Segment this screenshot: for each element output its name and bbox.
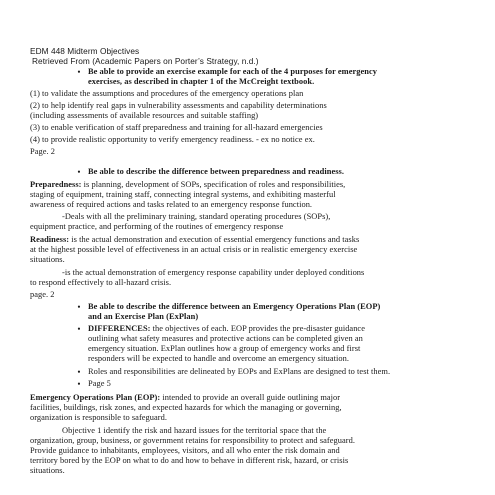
eop-line: facilities, buildings, risk zones, and expected hazards for which the managing or governing,	[30, 403, 342, 412]
readiness-text: is the actual demonstration and execution of essential emergency functions and tasks	[69, 235, 360, 244]
objective-2-heading: Be able to describe the difference between preparedness and readiness.	[88, 167, 344, 176]
page-reference: page. 2	[30, 290, 55, 299]
document-title: EDM 448 Midterm Objectives	[30, 46, 140, 56]
eop-line: organization, group, business, or government retains for responsibility to protect and safeguard.	[30, 436, 355, 445]
objective-1-heading-line-2: exercises, as described in chapter 1 of the McCreight textbook.	[88, 77, 315, 86]
bullet-icon: •	[77, 167, 81, 177]
purpose-item: (3) to enable verification of staff preparedness and training for all-hazard emergencies	[30, 123, 323, 132]
preparedness-definition	[30, 180, 480, 190]
bullet-icon: •	[77, 302, 81, 312]
readiness-line: to respond effectively to all-hazard crisis.	[30, 278, 172, 287]
preparedness-line: -Deals with all the preliminary training, standard operating procedures (SOPs),	[62, 212, 331, 221]
readiness-line: at the highest possible level of effectiveness in an actual crisis or in realistic emergency exercise	[30, 245, 358, 254]
preparedness-term: Preparedness:	[30, 180, 82, 189]
bullet-icon: •	[77, 67, 81, 77]
eop-line: territory bored by the EOP on what to do and how to behave in different risk, hazard, or crisis	[30, 456, 349, 465]
differences-definition	[88, 324, 495, 334]
purpose-item: (2) to help identify real gaps in vulnerability assessments and capability determinations	[30, 101, 327, 110]
differences-text: the objectives of each. EOP provides the pre-disaster guidance	[150, 324, 365, 333]
purpose-item: (4) to provide realistic opportunity to verify emergency readiness. - ex no notice ex.	[30, 135, 315, 144]
readiness-line: -is the actual demonstration of emergency response capability under deployed conditions	[62, 268, 365, 277]
objective-1-heading-line-1: Be able to provide an exercise example for each of the 4 purposes for emergency	[88, 67, 377, 76]
eop-line: Provide guidance to inhabitants, employees, visitors, and all who enter the risk domain and	[30, 446, 340, 455]
page-reference: Page. 2	[30, 147, 56, 156]
eop-text: intended to provide an overall guide outlining major	[160, 393, 341, 402]
preparedness-line: equipment practice, and performing of the routines of emergency response	[30, 222, 284, 231]
differences-line: emergency situation. ExPlan outlines how a group of emergency works and first	[88, 344, 361, 353]
eop-term: Emergency Operations Plan (EOP):	[30, 393, 161, 402]
differences-line: responders will be expected to handle and overcome an emergency situation.	[88, 354, 349, 363]
differences-line: outlining what safety measures and protective actions can be completed given an	[88, 334, 363, 343]
preparedness-line: staging of equipment, training staff, connecting integral systems, and exhibiting masterful	[30, 190, 336, 199]
source-citation: Retrieved From (Academic Papers on Porter’s Strategy, n.d.)	[32, 56, 259, 66]
eop-line: situations.	[30, 466, 65, 475]
eop-line: organization is responsible to safeguard.	[30, 413, 168, 422]
differences-term: DIFFERENCES:	[88, 324, 151, 333]
bullet-icon: •	[77, 324, 81, 334]
purpose-item: (1) to validate the assumptions and procedures of the emergency operations plan	[30, 89, 304, 98]
readiness-definition	[30, 235, 480, 245]
readiness-line: situations.	[30, 255, 65, 264]
readiness-term: Readiness:	[30, 235, 70, 244]
preparedness-text: is planning, development of SOPs, specification of roles and responsibilities,	[81, 180, 346, 189]
preparedness-line: awareness of required actions and tasks related to an emergency response function.	[30, 200, 313, 209]
eop-definition	[30, 393, 480, 403]
objective-3-heading-line-1: Be able to describe the difference between an Emergency Operations Plan (EOP)	[88, 302, 381, 311]
bullet-icon: •	[77, 367, 81, 377]
purpose-item: (including assessments of available resources and suitable staffing)	[30, 111, 259, 120]
eop-line: Objective 1 identify the risk and hazard issues for the territorial space that the	[62, 426, 327, 435]
bullet-icon: •	[77, 379, 81, 389]
objective-3-heading-line-2: and an Exercise Plan (ExPlan)	[88, 312, 199, 321]
page-reference: Page 5	[88, 379, 111, 388]
roles-statement: Roles and responsibilities are delineated by EOPs and ExPlans are designed to test them.	[88, 367, 391, 376]
